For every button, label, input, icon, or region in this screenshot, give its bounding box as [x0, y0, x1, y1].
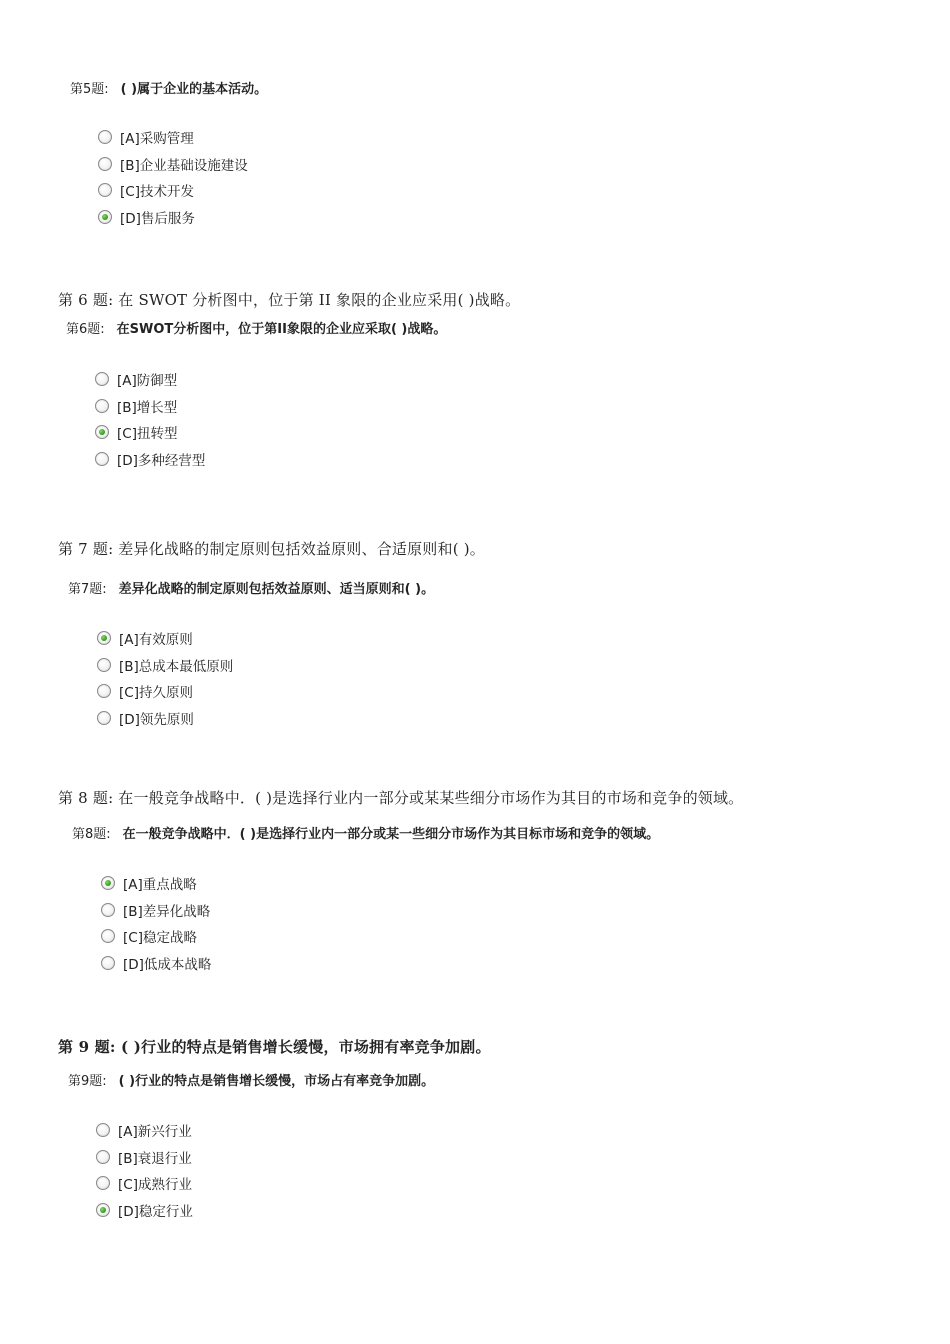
radio-selected-icon[interactable] — [101, 876, 115, 890]
option-label: [A]采购管理 — [120, 131, 194, 148]
option-c[interactable] — [101, 923, 211, 950]
question-7-options — [97, 625, 233, 731]
radio-icon[interactable] — [95, 372, 109, 386]
radio-icon[interactable] — [101, 903, 115, 917]
question-8-heading: 第 8 题: 在一般竞争战略中．( )是选择行业内一部分或某某些细分市场作为其目的市场和竞争的领域。 — [58, 789, 744, 807]
option-label: [C]成熟行业 — [118, 1177, 192, 1194]
radio-icon[interactable] — [96, 1123, 110, 1137]
option-label: [C]持久原则 — [119, 685, 193, 702]
radio-icon[interactable] — [96, 1150, 110, 1164]
option-a[interactable] — [98, 124, 248, 151]
option-d[interactable] — [95, 446, 205, 473]
option-b[interactable] — [96, 1144, 193, 1171]
option-b[interactable] — [97, 652, 233, 679]
option-c[interactable] — [96, 1170, 193, 1197]
option-a[interactable] — [96, 1117, 193, 1144]
radio-icon[interactable] — [101, 956, 115, 970]
option-label: [C]稳定战略 — [123, 930, 197, 947]
option-label: [A]防御型 — [117, 373, 178, 390]
radio-icon[interactable] — [98, 183, 112, 197]
option-label: [D]多种经营型 — [117, 452, 206, 469]
option-c[interactable] — [98, 177, 248, 204]
option-label: [A]有效原则 — [119, 632, 193, 649]
radio-selected-icon[interactable] — [98, 210, 112, 224]
question-text: 在一般竞争战略中．( )是选择行业内一部分或某一些细分市场作为其目标市场和竞争的领域。 — [122, 827, 660, 842]
option-b[interactable] — [98, 151, 248, 178]
question-number: 第8题: — [72, 827, 111, 842]
option-label: [B]增长型 — [117, 399, 178, 416]
option-b[interactable] — [101, 897, 211, 924]
option-label: [C]技术开发 — [120, 184, 194, 201]
question-number: 第9题: — [68, 1074, 107, 1089]
radio-selected-icon[interactable] — [97, 631, 111, 645]
radio-icon[interactable] — [98, 157, 112, 171]
radio-icon[interactable] — [95, 452, 109, 466]
option-a[interactable] — [95, 366, 205, 393]
option-label: [D]稳定行业 — [118, 1203, 193, 1220]
question-5-prompt — [70, 78, 267, 97]
question-text: ( )行业的特点是销售增长缓慢，市场占有率竞争加剧。 — [118, 1074, 435, 1089]
option-c[interactable] — [95, 419, 205, 446]
option-a[interactable] — [97, 625, 233, 652]
radio-icon[interactable] — [98, 130, 112, 144]
option-label: [C]扭转型 — [117, 426, 178, 443]
radio-icon[interactable] — [97, 684, 111, 698]
question-7-prompt — [68, 578, 434, 597]
question-8-options — [101, 870, 211, 976]
question-5-options — [98, 124, 248, 230]
question-text: 差异化战略的制定原则包括效益原则、适当原则和( )。 — [118, 582, 435, 597]
radio-icon[interactable] — [97, 658, 111, 672]
question-7-heading: 第 7 题: 差异化战略的制定原则包括效益原则、合适原则和( )。 — [58, 540, 485, 558]
radio-icon[interactable] — [101, 929, 115, 943]
question-9-heading: 第 9 题: ( )行业的特点是销售增长缓慢，市场拥有率竞争加剧。 — [58, 1038, 491, 1056]
radio-selected-icon[interactable] — [96, 1203, 110, 1217]
question-8-prompt — [72, 823, 659, 842]
question-9-options — [96, 1117, 193, 1223]
option-label: [B]企业基础设施建设 — [120, 157, 248, 174]
option-a[interactable] — [101, 870, 211, 897]
question-6-heading: 第 6 题: 在 SWOT 分析图中，位于第 II 象限的企业应采用( )战略。 — [58, 291, 521, 309]
question-text: 在SWOT分析图中，位于第II象限的企业应采取( )战略。 — [116, 322, 447, 337]
option-label: [D]低成本战略 — [123, 956, 212, 973]
question-number: 第6题: — [66, 322, 105, 337]
option-label: [D]售后服务 — [120, 210, 195, 227]
option-d[interactable] — [96, 1197, 193, 1224]
option-d[interactable] — [98, 204, 248, 231]
radio-icon[interactable] — [97, 711, 111, 725]
option-label: [A]新兴行业 — [118, 1124, 192, 1141]
question-6-options — [95, 366, 205, 472]
question-number: 第5题: — [70, 82, 109, 97]
option-label: [D]领先原则 — [119, 711, 194, 728]
option-d[interactable] — [101, 950, 211, 977]
radio-selected-icon[interactable] — [95, 425, 109, 439]
option-label: [A]重点战略 — [123, 877, 197, 894]
question-6-prompt — [66, 318, 446, 337]
option-d[interactable] — [97, 705, 233, 732]
option-b[interactable] — [95, 393, 205, 420]
option-c[interactable] — [97, 678, 233, 705]
question-9-prompt — [68, 1070, 434, 1089]
radio-icon[interactable] — [96, 1176, 110, 1190]
option-label: [B]总成本最低原则 — [119, 658, 234, 675]
option-label: [B]差异化战略 — [123, 903, 211, 920]
question-number: 第7题: — [68, 582, 107, 597]
radio-icon[interactable] — [95, 399, 109, 413]
option-label: [B]衰退行业 — [118, 1150, 192, 1167]
question-text: ( )属于企业的基本活动。 — [120, 82, 268, 97]
